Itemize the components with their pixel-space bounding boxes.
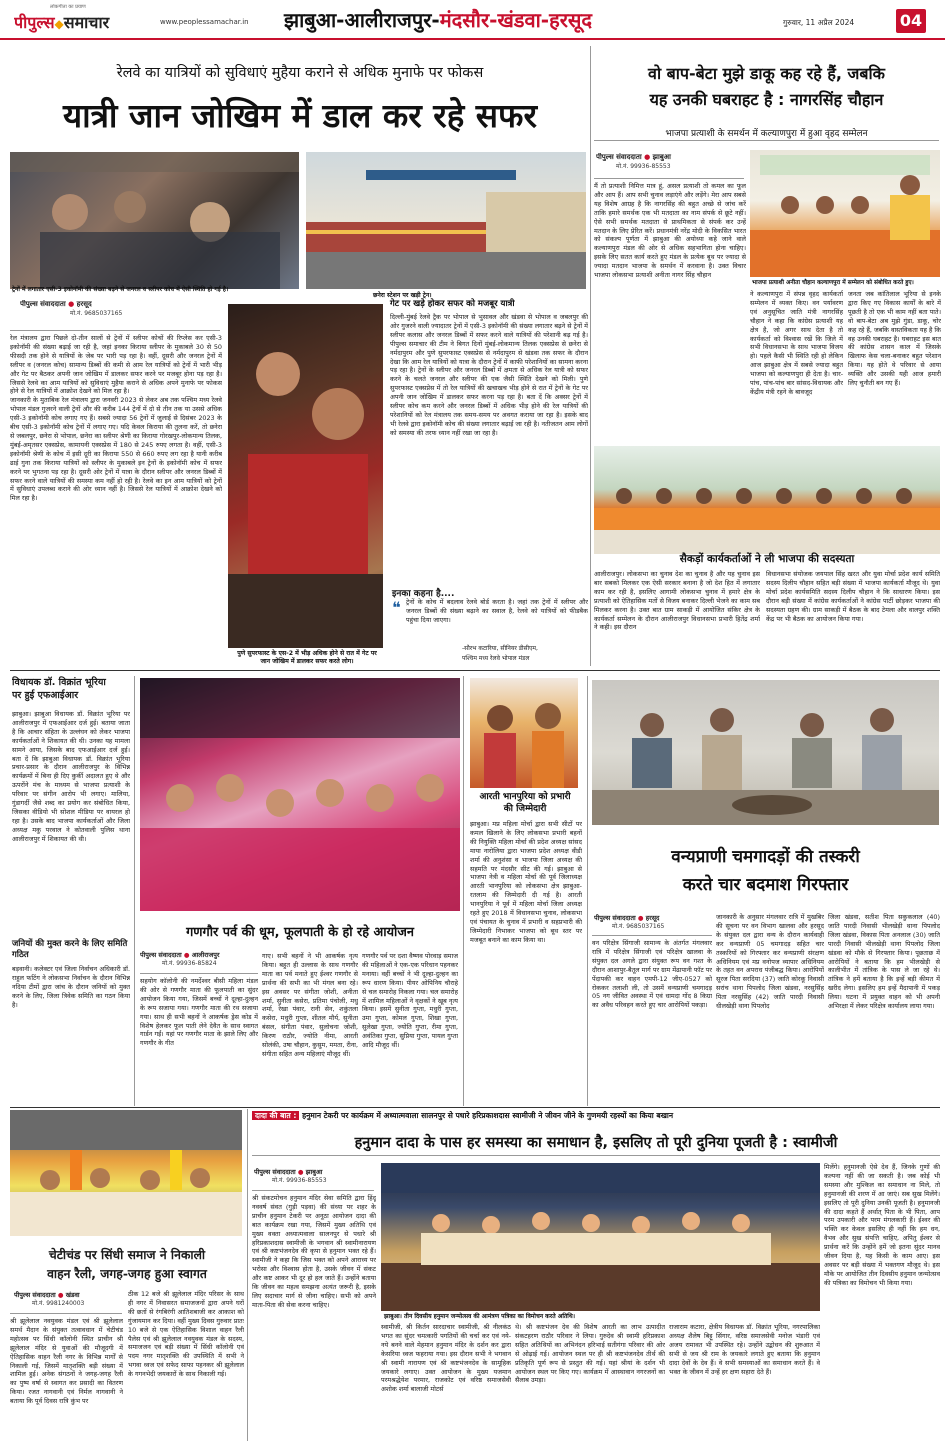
pin-icon: ● (297, 1168, 304, 1176)
sindhi-headline-2: वाहन रैली, जगह-जगह हुआ स्वागत (47, 1267, 207, 1281)
website-url[interactable]: www.peoplessamachar.in (160, 18, 249, 26)
celebration-illustration (140, 678, 460, 911)
pin-icon: ● (183, 951, 190, 959)
byline-name: पीपुल्स संवाददाता (596, 153, 642, 161)
logo-tagline: लोकगीता का प्रयाण (50, 4, 86, 10)
dada-banner-label: दादा की बात : (252, 1111, 299, 1120)
portrait-illustration (470, 678, 578, 788)
lead-caption-1: ट्रेनों में लगातार एसी-3 इकोनॉमी की संख्या बढ़ने से जनरल व स्लीपर कोच में ऐसी स्थिति हो गई है। (12, 286, 229, 293)
dada-body-col5: मिलेंगे। हनुमानजी ऐसे देव हैं, जिनके गुणों की कल्पना नहीं की जा सकती है। जब कोई भी समस्या और मुश्किल का समाधान ना मिले, तो हनुमानजी की शरण में आ जाएं। सब सुख मिलेंगे। इसलिए तो पूरी दुनिया उनकी पूजती है। हनुमानजी की दादा कहते हैं अर्थात् पिता के भी पिता, आप परम उपकारी और परम मंगलकारी हैं। ईश्वर की भक्ति कर केवल इसलिए ही नहीं कि हम धन, वैभव और सुख संपत्ति चाहिए, अपितु ईश्वर से प्रार्थना करें कि उन्होंने हमें जो इतना सुंदर मानव जीवन दिया है, यह किसी के काम आए। इस अवसर पर बड़ी संख्या में भक्तगण मौजूद थे। इस मौके पर आयोजित तीन दिवसीय हनुमान जन्मोत्सव की पत्रिका का विमोचन भी किया गया। (824, 1163, 940, 1287)
aarti-caption: आरती भानपुरिया को प्रभारी की जिम्मेदारी (479, 792, 571, 814)
bjp-caption-1: भाजपा प्रत्याशी अनीता चौहान कल्याणपुरा में सम्मेलन को संबोधित करते हुए। (752, 280, 914, 286)
vikrant-headline (12, 676, 130, 706)
dada-headline: हनुमान दादा के पास हर समस्या का समाधान है, इसलिए तो पूरी दुनिया पूजती है : स्वामीजी (354, 1135, 838, 1151)
bjp-body-col3: जनता जब कांतिलाल भूरिया से इनके द्वारा किए गए विकास कार्यों के बारे में पूछती है तो एक भी काम नहीं बता पाते। वो बाप-बेटा अब मुझे गुंडा, डाकू, चोर कह रहे हैं, जबकि वास्तविकता यह है कि वह उनकी घबराहट है। घबराहट इस बात की कांग्रेस शासन काल में जिसके खिलाफ केस चला-बनाकर बहुत परेशान किया। यह होते थे परिवार से आया व्यक्ति और उसकी यही आज हमारी लिए चुनौती बन गए हैं। (848, 290, 941, 388)
byline-city: झाबुआ (652, 153, 671, 161)
gangaur-body-col3: गणगौर पर्व पर दशा वैष्णव पोरवाड़ समाज की महिलाओं ने एक-एक परिधान पहनकर मनाया। वहीं बच्चों ने भी दूल्हा-दुल्हन का रूप धारण किया। पीयर ओपिनिय चौराहे से चल समारोह निकला गया। चल समारोह में शामिल महिलाओं ने वृक्षकों ने खूब नृत्य किया। इसमें सुनीता गुप्ता, मधुरी गुप्ता, उमा गुप्ता, कोमल गुप्ता, शिखा गुप्ता, सुलेखा गुप्ता, ज्योति गुप्ता, रीमा गुप्ता, अवंतिका गुप्ता, सुप्रिया गुप्ता, पायल गुप्ता आदि मौजूद थीं। (362, 952, 458, 1050)
byline-mobile: मो.नं. 9685037165 (70, 310, 123, 317)
lead-byline (20, 300, 220, 330)
byline-mobile: मो.नं. 9981240003 (32, 1300, 85, 1307)
vikrant-headline-1: विधायक डॉ. विक्रांत भूरिया (12, 677, 106, 688)
vikrant-body: झाबुआ। झाबुआ विधायक डॉ. विक्रांत भूरिया पर आलीराजपुर में एफआईआर दर्ज हुई। बताया जाता है कि आचार संहिता के उल्लंघन को लेकर भाजपा कार्यकर्ताओं ने शिकायत की थी। उनका यह मामला सामने आया, जिसके बाद एफआईआर दर्ज हुई। बता दें कि झाबुआ विधायक डॉ. विक्रांत भूरिया प्रचार-प्रसार के दौरान आलीराजपुर के विभिन्न कार्यक्रमों में बिना ही दिए कुर्की अदालत हुए थे और ऊपरोंने मंच के माध्यम से भाजपा प्रत्याशी के परिवार पर संगीन आरोप भी लगाए। मालिया, गुंडागर्दी जैसे शब्द का प्रयोग कर संबोधित किया, जिसका वीडियो भी सोशल मीडिया पर वायरल हो रहा है। उसके बाद भाजपा कार्यकर्ताओं और जिला अध्यक्ष मकु परवाल ने कोतवाली पुलिस थाना आलीराजपुर में शिकायत की थी। (12, 710, 130, 843)
masthead (0, 0, 945, 40)
gangaur-body-col2: गाए। सभी बहनों ने भी आकर्षक नृत्य किया। बहुत ही उल्लास के साथ गणगौर माता का पर्व मनाते हुए ईश्वर गणगौर से प्रार्थना की सभी का भी मंगल बना रहे। इस अवसर पर संगीता जोशी, अनीता शर्मा, सुनीता कसेरा, प्रतिमा पंचोली, मधु शर्मा, रेखा पंवार, रानी सेन, शकुंतला कसेरा, मधुरी गुप्ता, शीतल मौर्य, सुनीता बंसल, संगीता पंवार, सुलोचना जोशी, किरण राठौर, ज्योति नीमा, आरती सोलंकी, उषा चौहान, कुसुम, ममता, रीना, संगीता सहित अन्य महिलाएं मौजूद थीं। (262, 952, 358, 1058)
bjp-body-col4: आलीराजपुर। लोकसभा का चुनाव देश का चुनाव है और यह चुनाव इस बार सबको मिलकर एक ऐसी सरकार बनाना है जो देश हित में लगातार काम कर रही है, इसलिए आगामी लोकसभा चुनाव में हमारे क्षेत्र के प्रत्याशी को ऐतिहासिक मतों से विजय बनाकर दिल्ली भेजने का काम सब मिलकर करना है। उक्त बात ग्राम साकड़ी में आयोजित संकिर क्षेत्र के कार्यकर्ता सम्मेलन के दौरान आलीराजपुर विधानसभा प्रभारी हितेंद्र शर्मा ने कही। इस दौरान (594, 570, 760, 632)
bjp-caption-2: सैकड़ों कार्यकर्ताओं ने ली भाजपा की सदस्यता (679, 553, 855, 565)
lead-subhead-2: इनका कहना है.... (392, 589, 455, 599)
byline-name: पीपुल्स संवाददाता (140, 951, 182, 959)
logo-text-a: पीपुल्स (14, 13, 55, 32)
bjp-headline-2: यह उनकी घबराहट है : नागरसिंह चौहान (649, 90, 884, 109)
masthead-logo[interactable] (14, 4, 154, 34)
bjp-subhead: भाजपा प्रत्याशी के समर्थन में कल्याणपुरा में हुआ वृहद सम्मेलन (665, 129, 868, 139)
bat-body-col2: जानकारी के अनुसार मंगलवार रात्रि में मुखबिर की सूचना पर वन विभाग खालवा और हरसूद के संयुक्त दल द्वारा वन्य के दौरान कार्यवाही कर वन्यप्राणी 05 चमगादड़ सहित चार तस्करियों को गिरफ्तार कर वन्यप्राणी संरक्षण अधिनियम एवं मप्र वनोपज व्यापार अधिनियम के तहत वन अपराध पंजीबद्ध किया। आरोपियों सूरज पिता सरदिया (37) जाति कोरकू निवासी सरांच थाना पिपलोद जिला खंडवा, नरसुसिंह पिता नरसुसिंह (42) जाति पारदी निवासी धीलखेड़ी थाना पिपलोद (716, 913, 824, 1011)
quote-attribution-1: -सौरभ कटारिया, सीनियर डीसीएम, (462, 645, 538, 652)
bat-body-col3: जिला खंडवा, सतीश पिता सकुकलाल (40) जाति पारदी निवासी भीलखेड़ी थाना पिपलोद जिला खंडवा, विकास पिता अनलाल (30) जाति पारदी निवासी भीलखेड़ी थाना पिपलोद जिला खंडवा को मौके से गिरफ्तार किया। पूछताछ में आरोपियों ने बताया कि हम भीलखेड़ी से कालीभीत में तांत्रिक के पास ले जा रहे थे। तांत्रिक ने हमें बताया है कि इन्हें बड़ी कीमत में खरीद लेगा। इसलिए हम इन्हें मैदापानी में पकड़ लिया। घटना में प्रयुक्त वाहन को भी अपनी अभिरक्षा में लेकर परिक्षेत्र कार्यालय लाया गया। (828, 913, 940, 1011)
vikrant-subhead: जनियों की मुक्त करने के लिए समिति गठित (12, 939, 128, 960)
bat-byline (594, 913, 714, 937)
dada-byline (254, 1167, 374, 1191)
vikrant-headline-2: पर हुई एफआईआर (12, 690, 79, 701)
byline-name: पीपुल्स संवाददाता (14, 1291, 56, 1299)
dada-body-col3: थे। श्री कष्टभंजन देव की विशेष आरती का लाभ उत्पादीत संकटहरण राठौर परिवार ने लिया। गुरुदेव श्री स्वामी हरिप्रकाश सहित अतिथियों का अभिनंदन हरिभाई सतीगंगा परिवार की ओर से ओढ़ाई गई। आयोजन स्थल पर ही श्री कष्टभंजनदेव तीर्थ की प्रतिकृति पूर्ण रूप से प्रस्तुत की गई। यहां श्रीयां के दर्शन भी आयोजन स्थल पर किए गए। कार्यक्रम में आस्थावान नगरजनों का सैलाब उमड़ा। (515, 1323, 665, 1385)
lead-kicker: रेलवे का यात्रियों को सुविधाएं मुहैया कराने से अधिक मुनाफे पर फोकस (116, 65, 484, 81)
byline-mobile: मो.नं. 99936-85824 (162, 960, 217, 967)
rally-illustration (10, 1110, 242, 1236)
dada-body-col1: श्री संकटमोचन हनुमान मंदिर सेवा समिति द्वारा हिंदू नववर्ष संवत (गुड़ी पड़वा) की संध्या पर शहर के प्राचीन हनुमान टेकरी पर अनूठा आयोजन दादा की बात कार्यक्रम रखा गया, जिसमें मुख्य अतिथि एवं मुख्य वक्ता अध्यात्मवाला सालनपुर से पधारे श्री हरिप्रकाशदास स्वामीजी के भगवान श्री स्वामीनारायण एवं श्री कष्टभंजनदेव की कृपा से हनुमान भक्त रहे हैं। स्वामीजी ने कहा कि जिस भक्त को अपने आराध्य पर भरोसा और विश्वास होता है, उसके जीवन में संकट और कष्ट आकर भी दूर हो हल जाते हैं। उन्होंने बताया कि जीवन का महत्व समझना अत्यंत जरूरी है, इसके लिए सदाचार मार्ग से जीना चाहिए। सभी को अपने माता-पिता की सेवा करना चाहिए। (252, 1194, 376, 1309)
byline-mobile: मो.नं. 99936-85553 (272, 1177, 327, 1184)
logo-dot: ◆ (54, 17, 64, 31)
byline-city: हरसूद (645, 914, 660, 922)
region-title-a: झाबुआ-आलीराजपुर- (284, 8, 440, 32)
lead-body-col1: रेल मंत्रालय द्वारा पिछले दो-तीन सालों से ट्रेनों में स्लीपर कोचों की रिप्लेस कर एसी-3 इकोनॉमी की संख्या बढ़ाई जा रही है, जहां इनका किराया स्लीपर के मुकाबले 30 से 50 फीसदी तक होने से यात्रियों के जेब पर भारी पड़ रहा है। वहीं, दूसरी और जनरल ट्रेनों में स्लीपर व (जनरल कोच) सामान्य डिब्बों की कमी से आम रेल यात्रियों को ट्रेनों में भारी भीड़ और गेट पर बैठकर अपनी जान जोखिम में डालकर सफर करने पर मजबूर होना पड़ रहा है। जिससे रेलवे का आम यात्रियों को सुविधाएं मुहैया कराने से अधिक अपने मुनाफे पर फोकस होने से रेल यात्रियों में आक्रोश देखने को मिल रहा है। जानकारी के मुताबिक रेल मंत्रालय द्वारा जनवरी 2023 से लेकर अब तक पश्चिम मध्य रेलवे भोपाल मंडल गुजरने वाली ट्रेनों और की करीब 144 ट्रेनों में दो से तीन तक या उससे अधिक एसी-3 इकोनॉमी कोच लगाए गए हैं। सबसे ज्यादा 56 ट्रेनों में जुलाई से दिसंबर 2023 के बीच एसी-3 इकोनॉमी कोच ट्रेनों में लगाए गए। यदि केवल किराया की तुलना करें, तो छनेरा से जबलपुर, छनेरा से भोपाल, छनेरा का स्लीपर श्रेणी का किराया गोरखपुर-लोकमान्य तिलक, मुंबई-अमृतसर एक्सप्रेस, कामायनी एक्सप्रेस में 180 से 245 रुपए लगता है। वहीं, एसी-3 इकोनॉमी श्रेणी के कोच में इसी दूरी का किराया 550 से 660 रुपए लग रहा है यानी करीब ढाई गुना तक किराया यात्रियों को स्लीपर के मुकाबले इन ट्रेनों के इकोनॉमी कोच में सफर करने पर भुगतना पड़ रहा है। दूसरी ओर ट्रेनों में यात्रा के दौरान स्लीपर और जनरल डिब्बों में सफर करने वाले यात्रियों की समस्या कम नहीं हो रही है। रेलवे का इन आम यात्रियों को ट्रेनों में सुविधाएं उपलब्ध कराने की ओर ध्यान नहीं है। जिससे रेल यात्रियों में आक्रोश देखने को मिल रहा है। (10, 334, 222, 503)
region-title-b: मंदसौर-खंडवा-हरसूद (439, 8, 593, 32)
lead-subhead-1: गेट पर खड़े होकर सफर को मजबूर यात्री (390, 299, 515, 309)
gangaur-byline (140, 950, 260, 974)
dada-event-photo (381, 1163, 820, 1311)
lead-headline: यात्री जान जोखिम में डाल कर रहे सफर (63, 96, 537, 135)
sindhi-byline (14, 1290, 124, 1314)
bat-body-col1: वन परिक्षेत्र सिंगाजी सामान्य के अंतर्गत मंगलवार रात्रि में परिक्षेत्र सिंगाजी एवं परिक्षेत्र खालवा के संयुक्त दल अगले द्वारा संयुक्त रूप वन गश्त के दौरान आशापुर-बैतूल मार्ग पर ग्राम मेंढापानी फॉट पर पेंदापकी कर वाहन एमपी-12 जीए-0527 को रोककर तलाशी ली, तो उसमें वन्यप्राणी चमगादड़ 05 नग जीवित अवस्था में एवं धामदा गोंद 8 किग्रा का अवैध परिवहन करते हुए चार आरोपियों पकड़ा। (592, 939, 712, 1010)
gangaur-headline: गणगौर पर्व की धूम, फूलपाती के हो रहे आयोजन (186, 925, 414, 940)
byline-mobile: मो.नं. 9685037165 (612, 923, 665, 930)
aarti-photo (470, 678, 578, 788)
sindhi-body-col2: ठीक 12 बजे श्री झूलेलाल मंदिर परिसर के साथ ही नगर में निवासरत समाजजनों द्वारा अपने घरों की छतों से रंगबिरंगी आतिशबाजी कर आकाश को गुंजायमान कर दिया। वहीं मुख्य दिवस गुरुवार प्रातः 10 बजे से एक ऐतिहासिक विशाल वाहन रैली पैलेस एवं श्री झूलेलाल नवयुवक मंडल के सदस्य, समाजजन एवं बड़ी संख्या में सिंधी कॉलोनी एवं पदम नगर मातृशक्ति की उपस्थिति में सभी ने भगवा ध्वज एवं सफेद साफा पहनकर श्री झूलेलाल के गगनभेदी जयकारों के साथ निकाली गई। (128, 1290, 244, 1379)
bjp-body-col5: विधानसभा संयोजक जयपाल सिंह खरत और युवा मोर्चा प्रदेश कार्य समिति सदस्य दिलीप चौहान सहित बड़ी संख्या में भाजपा कार्यकर्ता मौजूद थे। युवा मोर्चा प्रदेश कार्यसमिति सदस्य दिलीप चौहान ने कि साधारण किया। इस दौरान बड़ी संख्या में कांग्रेस कार्यकर्ताओं ने कांग्रेस पार्टी छोड़कर भाजपा की सदस्यता ग्रहण की। ग्राम साकड़ी में बैठक के बाद टेमला और वालपुर शक्ति केंद्र पर भी बैठक का आयोजन किया गया। (766, 570, 940, 623)
group-illustration (594, 446, 940, 554)
dada-banner (252, 1109, 940, 1123)
dada-body-col4: राजाराम कटारा, क्षेत्रीय विधायक डॉ. विक्रांत भूरिया, नगरपालिका अध्यक्ष शैलेष बिट्टू सिंगार, वरिष्ठ समाजसेवी मनोज भंडारी एवं अजय रामावत भी उपस्थित रहे। उन्होंने उद्बोधन की शुरुआत में सभी से जय श्री राम के जयकारे लगाते हुए बताया कि हनुमान दादा देवों के देव हैं। वे सभी समस्याओं का समाधान करते हैं। वे भक्त के जीवन में उन्हें हर क्षण सहारा देते हैं। (669, 1323, 820, 1376)
sindhi-rally-photo (10, 1110, 242, 1236)
arrest-illustration (592, 680, 939, 825)
lead-caption-2: छनेरा स्टेशन पर खड़ी ट्रेन। (373, 292, 432, 299)
sindhi-headline (10, 1246, 244, 1286)
dada-caption: झाबुआ। तीन दिवसीय हनुमान जन्मोत्सव की आमंत्रण पत्रिका का विमोचन करते अतिथि। (384, 1313, 575, 1320)
byline-city: झाबुआ (305, 1168, 323, 1176)
lead-body-col3: दिल्ली-मुंबई रेलवे ट्रैक पर भोपाल से भुसावल और खंडवा से भोपाल व जबलपुर की ओर गुजरने वाली ज्यादातर ट्रेनों में एसी-3 इकोनॉमी की संख्या लगातार बढ़ने से ट्रेनों में स्लीपर कलास और जनरल डिब्बों में सफर करने वाले यात्रियों की परेशानी बढ़ गई है। पीपुल्स समाचार की टीम ने बिगत दिनों मुंबई-लोकमान्य तिलक एक्सप्रेस से छनेरा से नर्मदापुरम और पुणे सुपरफास्ट एक्सप्रेस से नर्मदापुरम से खंडवा तक सफर के दौरान देखा कि आम रेल यात्रियों को यात्रा के दौरान ट्रेनों में काफी परेशानियों का सामना करना पड़ रहा है। ट्रेनों के स्लीपर और जनरल डिब्बों में क्षमता से अधिक रेल यात्री को सफर करने के चलते जनरल और स्लीपर की एक जैसी स्थिति देखने को मिली। पुणे सुपरफास्ट एक्सप्रेस में तो रेल यात्रियों की खचाखच भीड़ होने से रात में ट्रेनों के गेट पर अपनी जान जोखिम में डालकर सफर करना पड़ रहा है। बता दें कि अक्सर ट्रेनों में स्लीपर कोच कम करने और जनरल डिब्बों में अधिक भीड़ होने की रेल यात्रियों की परेशानियों को रेल मंत्रालय तक समय-समय पर अवगत कराया जा रहा है। इसके बाद भी रेलवे द्वारा इकोनॉमी कोच की संख्या लगातार बढ़ाई जा रही है। नतीजतन आम लोगों को समस्या की तरफ ध्यान नहीं रखा जा रहा है। (390, 313, 588, 437)
byline-name: पीपुल्स संवाददाता (254, 1168, 296, 1176)
lead-photo-crowd (10, 152, 299, 289)
region-title (284, 6, 592, 33)
lead-photo-train (306, 152, 586, 289)
pin-icon: ● (644, 153, 651, 161)
aarti-body: झाबुआ। मप्र महिला मोर्चा द्वारा सभी सीटों पर कमल खिलाने के लिए लोकसभा प्रभारी बहनों की नियुक्ति महिला मोर्चा की प्रदेश अध्यक्ष सांसद माया नारोलिया द्वारा भाजपा प्रदेश अध्यक्ष वीडी शर्मा की अनुशंसा व भाजपा जिला अध्यक्ष की सहमति पर मंदसौर सीट की गई। झाबुआ से भाजपा नेत्री व महिला मोर्चा की पूर्व जिलाध्यक्ष आरती भानपुरिया को लोकसभा क्षेत्र झाबुआ-रतलाम की जिम्मेदारी दी गई है। आरती भानपुरिया ने पूर्व में महिला मोर्चा जिला अध्यक्ष रहते हुए 2018 में विधानसभा चुनाव, लोकसभा एवं पंचायत के चुनाव में प्रभारी व सहप्रभारी की जिम्मेदारी निभाकर भाजपा को बूथ स्तर पर मजबूत बनाने का काम किया था। (470, 820, 582, 944)
bat-headline-2: करते चार बदमाश गिरफ्तार (682, 875, 849, 895)
bjp-headline-1: वो बाप-बेटा मुझे डाकू कह रहे हैं, जबकि (648, 64, 885, 83)
sindhi-headline-1: चेटीचंड पर सिंधी समाज ने निकाली (48, 1248, 206, 1262)
pin-icon: ● (637, 914, 644, 922)
lead-caption-3: पुणे सुपरफास्ट के एस-2 में भीड़ अधिक होने से रात में गेट पर जान जोखिम में डालकर सफर करते लोग। (237, 650, 377, 665)
passengers-illustration (228, 304, 383, 648)
stage-illustration (381, 1163, 820, 1311)
bat-headline-1: वन्यप्राणी चमगादड़ों की तस्करी (671, 847, 860, 867)
byline-city: हरसूद (76, 300, 92, 308)
bjp-members-photo (594, 446, 940, 554)
quote-icon: ❝ (392, 598, 401, 617)
byline-city: आलीराजपुर (191, 951, 220, 959)
quote-attribution-2: पश्चिम मध्य रेलवे भोपाल मंडल (462, 655, 530, 662)
train-illustration (306, 152, 586, 289)
stage-illustration (750, 150, 940, 277)
bjp-body-col2: ने कल्याणपुरा में संपन्न वृहद कार्यकर्ता सम्मेलन में व्यक्त किए। वन पर्यावरण एवं अनुसूचित जाति मंत्री नागरसिंह चौहान ने कहा कि कांग्रेस प्रत्याशी यह क्षेत्र है, जो अगर साथ देता है तो कार्यकर्ता को विश्वास रखें कि जिले में सभी विधानसभा के साथ भाजपा विजय हो। पहले कैसी भी स्थिति रही हो लेकिन आज झाबुआ क्षेत्र में सबसे ज्यादा बहुत भाजपा को कल्याणपुरा ही देता है। चार-पांच, पांच-पांच बार सांसद-विधायक और केंद्रीय मंत्री रहने के बावजूद (750, 290, 843, 396)
quote-text: ट्रेनों के कोच में बदलाव रेलवे बोर्ड करता है। जहां तक ट्रेनों में स्लीपर और जनरल डिब्बों की संख्या बढ़ाने का सवाल है, रेलवे को यात्रियों को फीडबैक पहुंचा दिया जाएगा। (406, 598, 588, 624)
issue-date: गुरुवार, 11 अप्रैल 2024 (783, 18, 855, 27)
logo-text-b: समाचार (63, 13, 110, 32)
page-number: 04 (896, 9, 926, 33)
byline-name: पीपुल्स संवाददाता (20, 300, 66, 308)
sindhi-body-col1: श्री झूलेलाल नवयुवक मंडल एवं श्री झूलेलाल समर्थ मैदान के संयुक्त तत्वावधान में चेटीचंड महोत्सव पर सिंधी कॉलोनी स्थित प्राचीन श्री झूलेलाल मंदिर से युवाओं की मौजूदगी में ऐतिहासिक वाहन रैली नगर के विभिन्न मार्गों से निकाली गई, जिसमें मातृशक्ति बड़ी संख्या में शामिल हुई। अनेक संगठनों ने जगह-जगह रैली का पुष्प वर्षा से स्वागत कर प्रसादी का वितरण किया। रजत नागवानी एवं निर्मल नागवानी ने बताया कि पूर्व दिवस रात्रि कुंभ पर (10, 1317, 123, 1406)
gangaur-body-col1: सहयोग कॉलोनी की नमर्देश्वर बीसी महिला मंडल की ओर से गणगौर माता की फूलपाती का सुंदर आयोजन किया गया, जिसमें बच्चों ने दूल्हा-दुल्हन के रूप सजाया गया। गणगौर माता की रथ सजाया गया। साथ ही सभी बहनों ने आकर्षक ड्रेस कोड में विशेष हेलकर फूल पाती लेने देवैत के साथ स्वागत गार्डन गईं। यहां पर गणगौर माता के झाले लिए और गणगौर के गीत (140, 977, 258, 1048)
vikrant-body-2: बड़वानी। कलेक्टर एवं जिला निर्वाचन अधिकारी डॉ. राहुल फटिंग ने लोकसभा निर्वाचन के दौरान विभिन्न नदिया टीमों द्वारा जांच के दौरान जनियों को मुक्त करने के लिए, जिला त्रिवेक समिति का गठन किया है। (12, 965, 130, 1009)
bjp-rally-photo (750, 150, 940, 277)
crowd-illustration (10, 152, 299, 289)
pin-icon: ● (57, 1291, 64, 1299)
bjp-body-col1: मैं तो प्रत्याशी निमित्त मात्र हूं, असल प्रत्याशी तो कमल का फूल और आप हैं। आप सभी चुनाव लड़ाएंगे और लड़ेंगे। मेरा आप सबसे यह विशेष आग्रह है कि नागरसिंह की बहुत अच्छे से जांच करें ताकि हमारे समर्थक एक भी मतदाता का नाम संपर्क से छूटे नहीं। ऐसे सभी समर्थक मतदाता से प्राथमिकता से संपर्क कर उन्हें मतदान के लिए प्रेरित करें। प्रधानमंत्री नरेंद्र मोदी के विकसित भारत को संकल्प पूर्णता में झाबुआ की अयोध्या कहे जाने वाले कल्याणपुरा मंडल की ओर से अधिक सहभागिता होना चाहिए। इसके लिए सतत कार्य करते हुए मंडल के प्रत्येक बूथ पर ज्यादा से ज्यादा मतदान भाजपा के समर्थन में करवाना है। उक्त विचार भाजपा लोकसभा प्रत्याशी अनीता नागर सिंह चौहान (594, 182, 746, 280)
byline-name: पीपुल्स संवाददाता (594, 914, 636, 922)
byline-mobile: मो.नं. 99936-85553 (616, 163, 671, 170)
dada-banner-text: हनुमान टेकरी पर कार्यक्रम में अध्यात्मवाला सालनपुर से पधारे हरिप्रकाशदास स्वामीजी ने जीवन जीने के गुणमयी रहस्यों का किया बखान (302, 1111, 674, 1120)
pin-icon: ● (68, 300, 75, 308)
bjp-byline (596, 153, 746, 177)
byline-city: खंडवा (65, 1291, 80, 1299)
bat-arrest-photo (592, 680, 939, 825)
lead-photo-door (228, 304, 383, 648)
dada-body-col2: स्वामीजी, श्री किर्तन सारदाचार स्वामीजी, श्री नीलकंठ भगत का सुंदर चमत्कारी पगतियों की चर्चा कर एवं नये-नये बनने वाले मेहमान हनुमान मंदिर के दर्शन कर द्वारा केसरिया ध्वज फहराया गया। इस दौरान सभी ने भगवान श्री स्वामी नारायण एवं श्री कष्टभंजनदेव के सामूहिक जयकारे लगाए। उक्त आयोजन के मुख्य यजमान परमश्रद्धेयेश परमार, राजकोट एवं वरिष्ठ समाजसेवी अशोक शर्मा बालाजी मोटर्स (381, 1323, 511, 1394)
gangaur-photo (140, 678, 460, 911)
quote-box (392, 598, 588, 668)
